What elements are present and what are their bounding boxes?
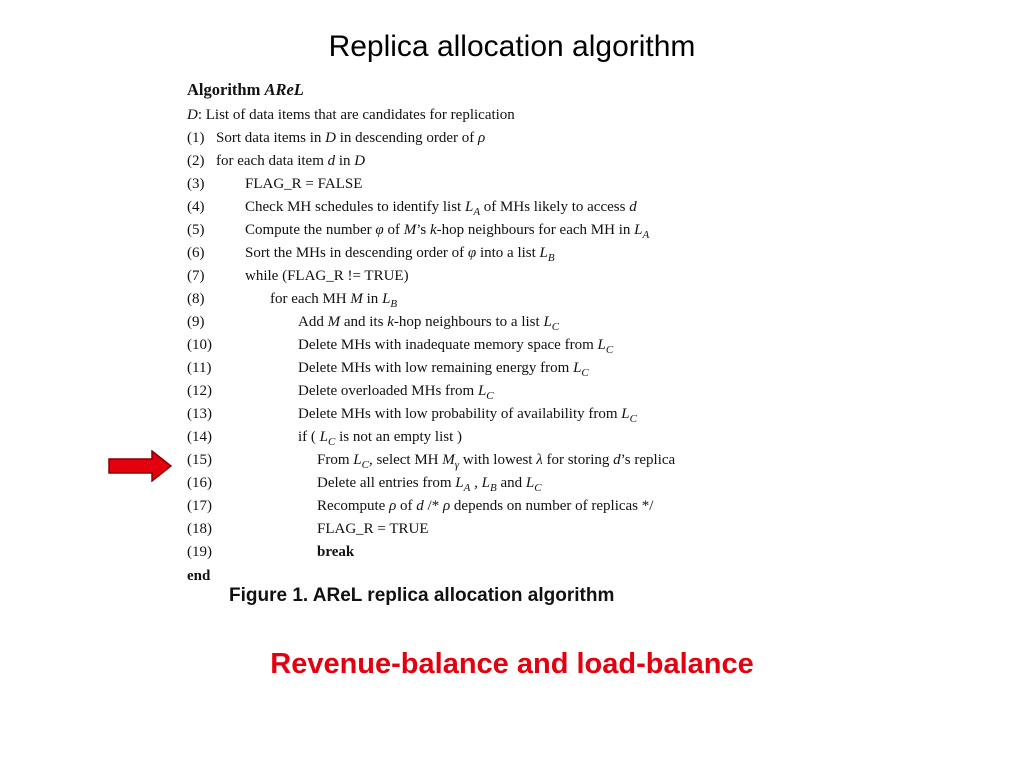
algorithm-line: [187, 222, 827, 242]
line-number: (6): [187, 245, 205, 261]
line-number: (8): [187, 291, 205, 307]
line-number: (9): [187, 314, 205, 330]
line-statement: Recompute ρ of d /* ρ depends on number of replicas */: [317, 498, 654, 514]
line-statement: if ( $L_C$ is not an empty list ): [298, 429, 463, 448]
pointer-arrow-icon: [108, 450, 172, 482]
algorithm-line: [187, 337, 827, 357]
line-number: (18): [187, 521, 212, 537]
algorithm-line: [187, 429, 827, 449]
line-statement: break: [317, 544, 355, 560]
line-number: (11): [187, 360, 212, 376]
line-statement: FLAG_R = FALSE: [245, 176, 363, 192]
line-statement: Delete MHs with low probability of availability from $L_C$: [298, 406, 637, 425]
algorithm-line: [187, 153, 827, 173]
line-number: (3): [187, 176, 205, 192]
algorithm-line: [187, 130, 827, 150]
line-number: (4): [187, 199, 205, 215]
algorithm-description: D: List of data items that are candidates for replication: [187, 107, 515, 123]
line-number: (2): [187, 153, 205, 169]
algorithm-line: [187, 544, 827, 564]
line-number: (16): [187, 475, 212, 491]
line-statement: for each data item d in D: [216, 153, 366, 169]
algorithm-line: [187, 452, 827, 472]
line-number: (13): [187, 406, 212, 422]
line-number: (10): [187, 337, 212, 353]
line-statement: From $L_C$, select MH $M_\gamma$ with lowest λ for storing d’s replica: [317, 452, 676, 471]
line-statement: for each MH M in $L_B$: [270, 291, 398, 310]
line-number: (1): [187, 130, 205, 146]
line-number: (5): [187, 222, 205, 238]
line-number: (7): [187, 268, 205, 284]
line-statement: Sort data items in D in descending order of ρ: [216, 130, 486, 146]
algorithm-line: [187, 176, 827, 196]
algorithm-line: [187, 383, 827, 403]
slide-subtitle: Revenue-balance and load-balance: [270, 648, 754, 680]
algorithm-line: [187, 498, 827, 518]
algorithm-line: [187, 314, 827, 334]
algorithm-line: [187, 245, 827, 265]
figure-caption: Figure 1. AReL replica allocation algorithm: [229, 585, 615, 606]
line-statement: while (FLAG_R != TRUE): [245, 268, 409, 284]
line-statement: Delete MHs with inadequate memory space from $L_C$: [298, 337, 614, 356]
slide-title: Replica allocation algorithm: [328, 30, 696, 63]
algorithm-line: [187, 406, 827, 426]
line-statement: Check MH schedules to identify list $L_A$ of MHs likely to access d: [245, 199, 637, 218]
line-number: (17): [187, 498, 212, 514]
line-statement: Compute the number φ of M’s k-hop neighbours for each MH in $L_A$: [245, 222, 650, 241]
line-statement: Delete all entries from $L_A$ , $L_B$ and $L_C$: [317, 475, 542, 494]
line-statement: Sort the MHs in descending order of φ into a list $L_B$: [245, 245, 555, 264]
line-number: (12): [187, 383, 212, 399]
line-number: (15): [187, 452, 212, 468]
line-statement: Delete overloaded MHs from $L_C$: [298, 383, 494, 402]
line-number: (19): [187, 544, 212, 560]
algorithm-line: [187, 268, 827, 288]
line-statement: Add M and its k-hop neighbours to a list $L_C$: [298, 314, 560, 333]
line-statement: Delete MHs with low remaining energy from $L_C$: [298, 360, 589, 379]
algorithm-line: [187, 521, 827, 541]
algorithm-heading-word: Algorithm: [187, 80, 261, 99]
algorithm-line: [187, 291, 827, 311]
line-statement: FLAG_R = TRUE: [317, 521, 429, 537]
line-number: (14): [187, 429, 212, 445]
algorithm-line: [187, 199, 827, 219]
algorithm-line: [187, 360, 827, 380]
algorithm-end: end: [187, 568, 211, 584]
algorithm-line: [187, 475, 827, 495]
algorithm-name: AReL: [264, 80, 304, 99]
algorithm-heading: [187, 80, 304, 100]
